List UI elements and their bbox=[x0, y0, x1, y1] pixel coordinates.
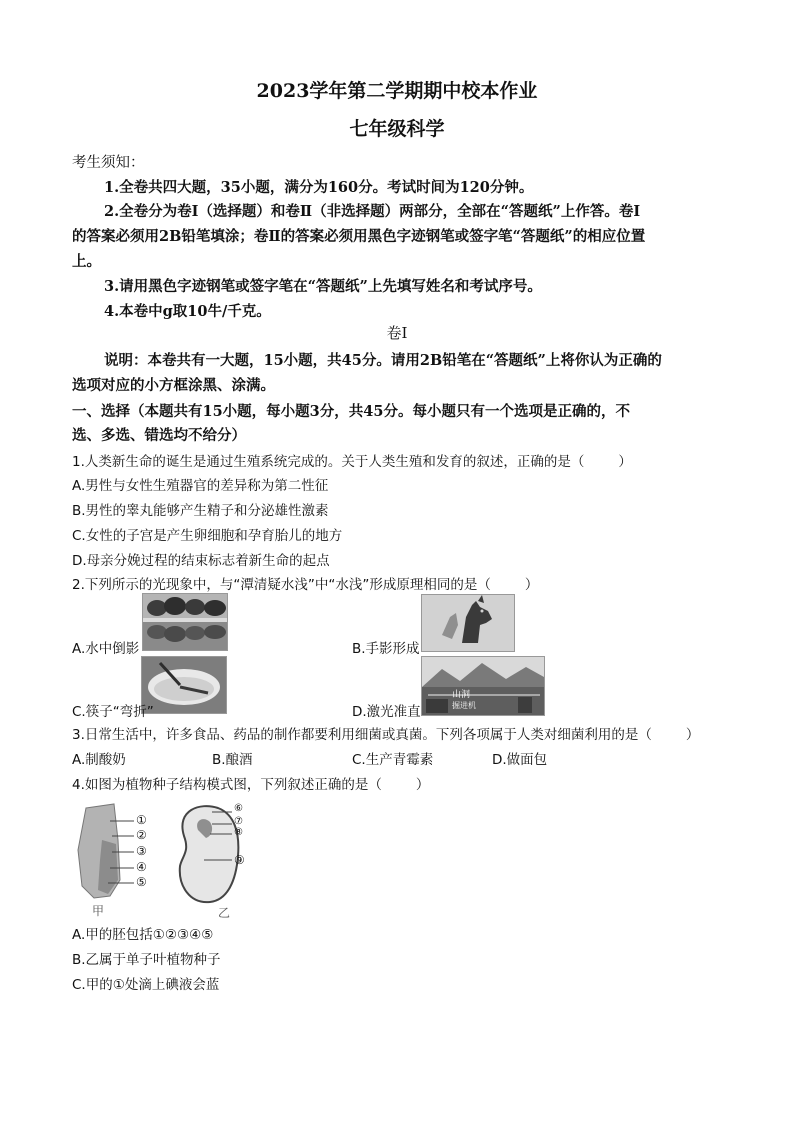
seed-label-1: ① bbox=[136, 813, 147, 827]
question-3-close-paren: ） bbox=[685, 727, 700, 743]
question-1-option-c: C.女性的子宫是产生卵细胞和孕育胎儿的地方 bbox=[72, 528, 343, 544]
question-1-text: 1.人类新生命的诞生是通过生殖系统完成的。关于人类生殖和发育的叙述，正确的是（ bbox=[72, 454, 585, 470]
question-4-close-paren: ） bbox=[415, 777, 430, 793]
reflection-photo-svg bbox=[143, 594, 227, 650]
volume-1-note-line-1: 说明：本卷共有一大题，15小题，共45分。请用2B铅笔在“答题纸”上将你认为正确的 bbox=[104, 352, 662, 369]
seed-label-6: ⑥ bbox=[234, 803, 243, 814]
laser-tunnel-photo bbox=[421, 656, 545, 716]
question-2-text: 2.下列所示的光现象中，与“潭清疑水浅”中“水浅”形成原理相同的是（ bbox=[72, 577, 491, 593]
question-2-option-d: D.激光准直 bbox=[352, 704, 421, 720]
notice-item-2-line-1: 2.全卷分为卷Ⅰ（选择题）和卷Ⅱ（非选择题）两部分，全部在“答题纸”上作答。卷Ⅰ bbox=[104, 203, 641, 220]
question-2-option-b: B.手影形成 bbox=[352, 641, 420, 657]
laser-photo-label-machine: 掘进机 bbox=[452, 701, 476, 710]
seed-structure-diagram bbox=[72, 800, 272, 918]
seed-figure-label-jia: 甲 bbox=[92, 904, 105, 918]
section-1-heading-line-2: 选、多选、错选均不给分） bbox=[72, 427, 246, 444]
question-3-option-a: A.制酸奶 bbox=[72, 752, 126, 768]
question-1-option-a: A.男性与女性生殖器官的差异称为第二性征 bbox=[72, 478, 329, 494]
question-1-option-d: D.母亲分娩过程的结束标志着新生命的起点 bbox=[72, 553, 330, 569]
question-4-stem bbox=[72, 773, 429, 793]
question-1-option-b: B.男性的睾丸能够产生精子和分泌雄性激素 bbox=[72, 503, 329, 519]
volume-1-heading: 卷Ⅰ bbox=[386, 324, 408, 342]
volume-1-note-line-2: 选项对应的小方框涂黑、涂满。 bbox=[72, 377, 275, 394]
question-1-close-paren: ） bbox=[618, 454, 632, 470]
question-4-text: 4.如图为植物种子结构模式图，下列叙述正确的是（ bbox=[72, 777, 382, 793]
seed-label-7: ⑦ bbox=[234, 816, 243, 827]
hand-shadow-photo-svg bbox=[422, 595, 514, 651]
notice-item-1: 1.全卷共四大题，35小题，满分为160分。考试时间为120分钟。 bbox=[104, 179, 534, 196]
exam-subtitle: 七年级科学 bbox=[349, 118, 445, 140]
question-3-option-d: D.做面包 bbox=[492, 752, 548, 768]
question-1-stem bbox=[72, 450, 632, 470]
chopstick-photo-svg bbox=[142, 657, 226, 713]
question-3-option-c: C.生产青霉素 bbox=[352, 752, 434, 768]
section-1-heading-line-1: 一、选择（本题共有15小题，每小题3分，共45分。每小题只有一个选项是正确的，不 bbox=[72, 403, 630, 420]
notice-item-3: 3.请用黑色字迹钢笔或签字笔在“答题纸”上先填写姓名和考试序号。 bbox=[104, 278, 542, 295]
seed-label-9: ⑨ bbox=[234, 853, 245, 867]
exam-title: 2023学年第二学期期中校本作业 bbox=[256, 80, 538, 102]
question-4-option-c: C.甲的①处滴上碘液会蓝 bbox=[72, 977, 220, 993]
notice-item-2-line-2: 的答案必须用2B铅笔填涂；卷Ⅱ的答案必须用黑色字迹钢笔或签字笔“答题纸”的相应位置 bbox=[72, 228, 646, 245]
laser-tunnel-photo-svg bbox=[422, 657, 544, 715]
seed-label-3: ③ bbox=[136, 844, 147, 858]
notice-item-2-line-3: 上。 bbox=[72, 253, 101, 270]
question-3-option-b: B.酿酒 bbox=[212, 752, 253, 768]
reflection-photo bbox=[142, 593, 228, 651]
question-3-stem bbox=[72, 723, 699, 743]
question-4-option-b: B.乙属于单子叶植物种子 bbox=[72, 952, 221, 968]
notice-heading: 考生须知： bbox=[72, 155, 145, 171]
question-3-text: 3.日常生活中，许多食品、药品的制作都要利用细菌或真菌。下列各项属于人类对细菌利用的是（ bbox=[72, 727, 652, 743]
seed-label-4: ④ bbox=[136, 860, 147, 874]
question-4-option-a: A.甲的胚包括①②③④⑤ bbox=[72, 927, 214, 943]
hand-shadow-photo bbox=[421, 594, 515, 652]
question-2-option-c: C.筷子“弯折” bbox=[72, 704, 154, 720]
seed-figure-label-yi: 乙 bbox=[218, 906, 231, 920]
question-2-stem bbox=[72, 573, 538, 593]
laser-photo-label-tunnel: 山洞 bbox=[452, 690, 471, 700]
question-2-close-paren: ） bbox=[524, 577, 539, 593]
question-2-option-a: A.水中倒影 bbox=[72, 641, 140, 657]
seed-label-8: ⑧ bbox=[234, 827, 243, 838]
seed-label-2: ② bbox=[136, 828, 147, 842]
seed-label-5: ⑤ bbox=[136, 875, 147, 889]
notice-item-4: 4.本卷中g取10牛/千克。 bbox=[104, 303, 271, 320]
